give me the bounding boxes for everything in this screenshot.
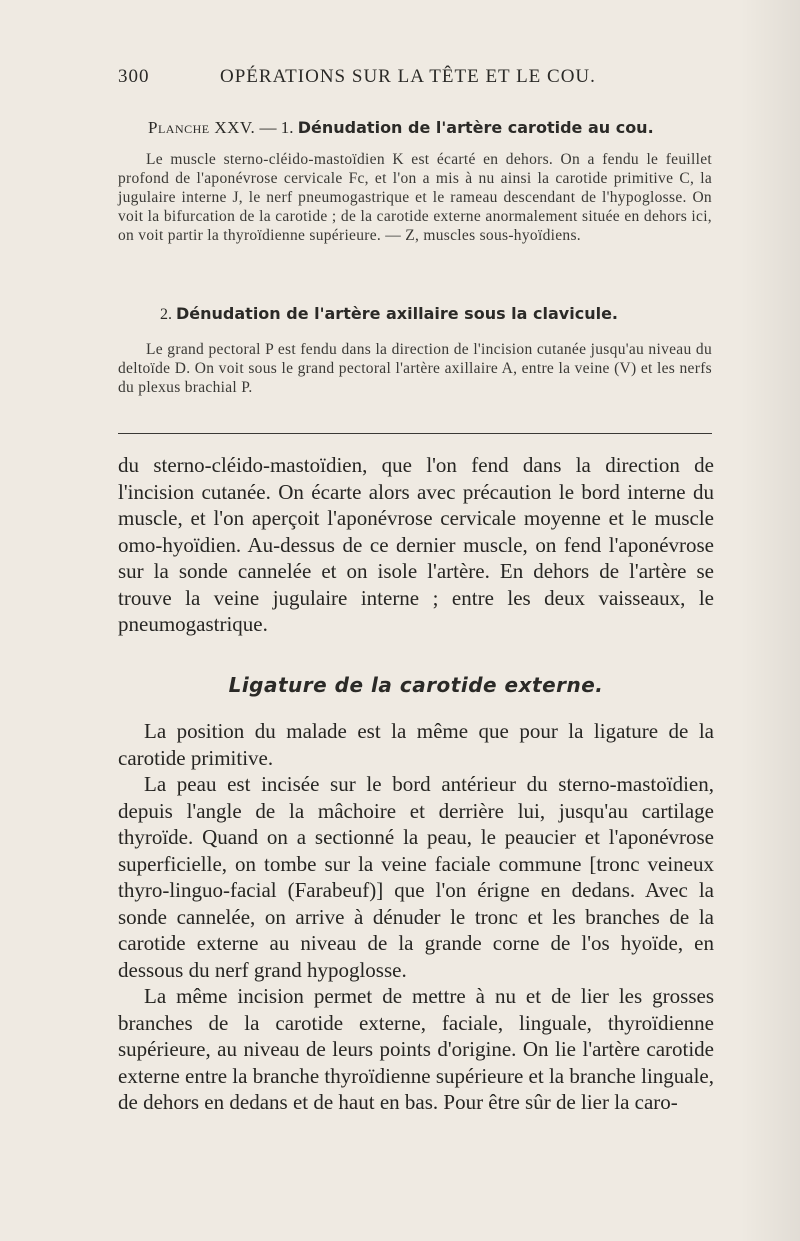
page-edge-shadow [740,0,800,1241]
figure-2-title: Dénudation de l'artère axillaire sous la clavicule. [176,304,618,323]
body-paragraph-3: La peau est incisée sur le bord antérieur du sterno-mastoïdien, depuis l'angle de la mâchoire et derrière lui, jusqu'au cartilage thyroïde. Quand on a sectionné la peau, le peaucier et l'aponévrose superficielle, on tombe sur la veine faciale commune [tronc veineux thyro-linguo-facial (Farabeuf)] que l'on érigne en dedans. Avec la sonde cannelée, on arrive à dénuder le tronc et les branches de la carotide externe au niveau de la grande corne de l'os hyoïde, en dessous du nerf grand hypoglosse. [118,772,714,982]
page-number: 300 [118,66,150,87]
plate-label: Planche XXV. [148,118,256,137]
body-text-section [118,718,714,1116]
running-title: OPÉRATIONS SUR LA TÊTE ET LE COU. [220,66,596,87]
plate-heading [148,118,718,138]
figure-2-caption-text: Le grand pectoral P est fendu dans la direction de l'incision cutanée jusqu'au niveau du deltoïde D. On voit sous le grand pectoral l'artère axillaire A, entre la veine (V) et les nerfs du plexus brachial P. [118,341,712,396]
figure-1-caption-text: Le muscle sterno-cléido-mastoïdien K est écarté en dehors. On a fendu le feuillet profond de l'aponévrose cervicale Fc, et l'on a mis à nu ainsi la carotide primitive C, la jugulaire interne J, le nerf pneumogastrique et le rameau descendant de l'hypoglosse. On voit la bifurcation de la carotide ; de la carotide externe anormalement située en dehors ici, on voit partir la thyroïdienne supérieure. — Z, muscles sous-hyoïdiens. [118,151,712,244]
figure-2-caption [118,340,712,397]
figure-2-number: 2. [160,306,172,323]
section-heading: Ligature de la carotide externe. [228,673,604,697]
body-text-top [118,452,714,638]
body-paragraph-1: du sterno-cléido-mastoïdien, que l'on fend dans la direction de l'incision cutanée. On écarte alors avec précaution le bord interne du muscle, et l'on aperçoit l'aponévrose cervicale moyenne et le muscle omo-hyoïdien. Au-dessus de ce dernier muscle, on fend l'aponévrose sur la sonde cannelée et on isole l'artère. En dehors de l'artère se trouve la veine jugulaire interne ; entre les deux vaisseaux, le pneumogastrique. [118,453,714,636]
figure-2-heading [160,304,720,324]
plate-title: Dénudation de l'artère carotide au cou. [297,118,654,137]
plate-separator: — 1. [259,118,294,137]
body-paragraph-4: La même incision permet de mettre à nu et de lier les grosses branches de la carotide externe, faciale, linguale, thyroïdienne supérieure, au niveau de leurs points d'origine. On lie l'artère carotide externe entre la branche thyroïdienne supérieure et la branche linguale, de dehors en dedans et de haut en bas. Pour être sûr de lier la caro- [118,984,714,1114]
body-paragraph-2: La position du malade est la même que pour la ligature de la carotide primitive. [118,719,714,770]
caption-divider [118,433,712,434]
figure-1-caption [118,150,712,245]
